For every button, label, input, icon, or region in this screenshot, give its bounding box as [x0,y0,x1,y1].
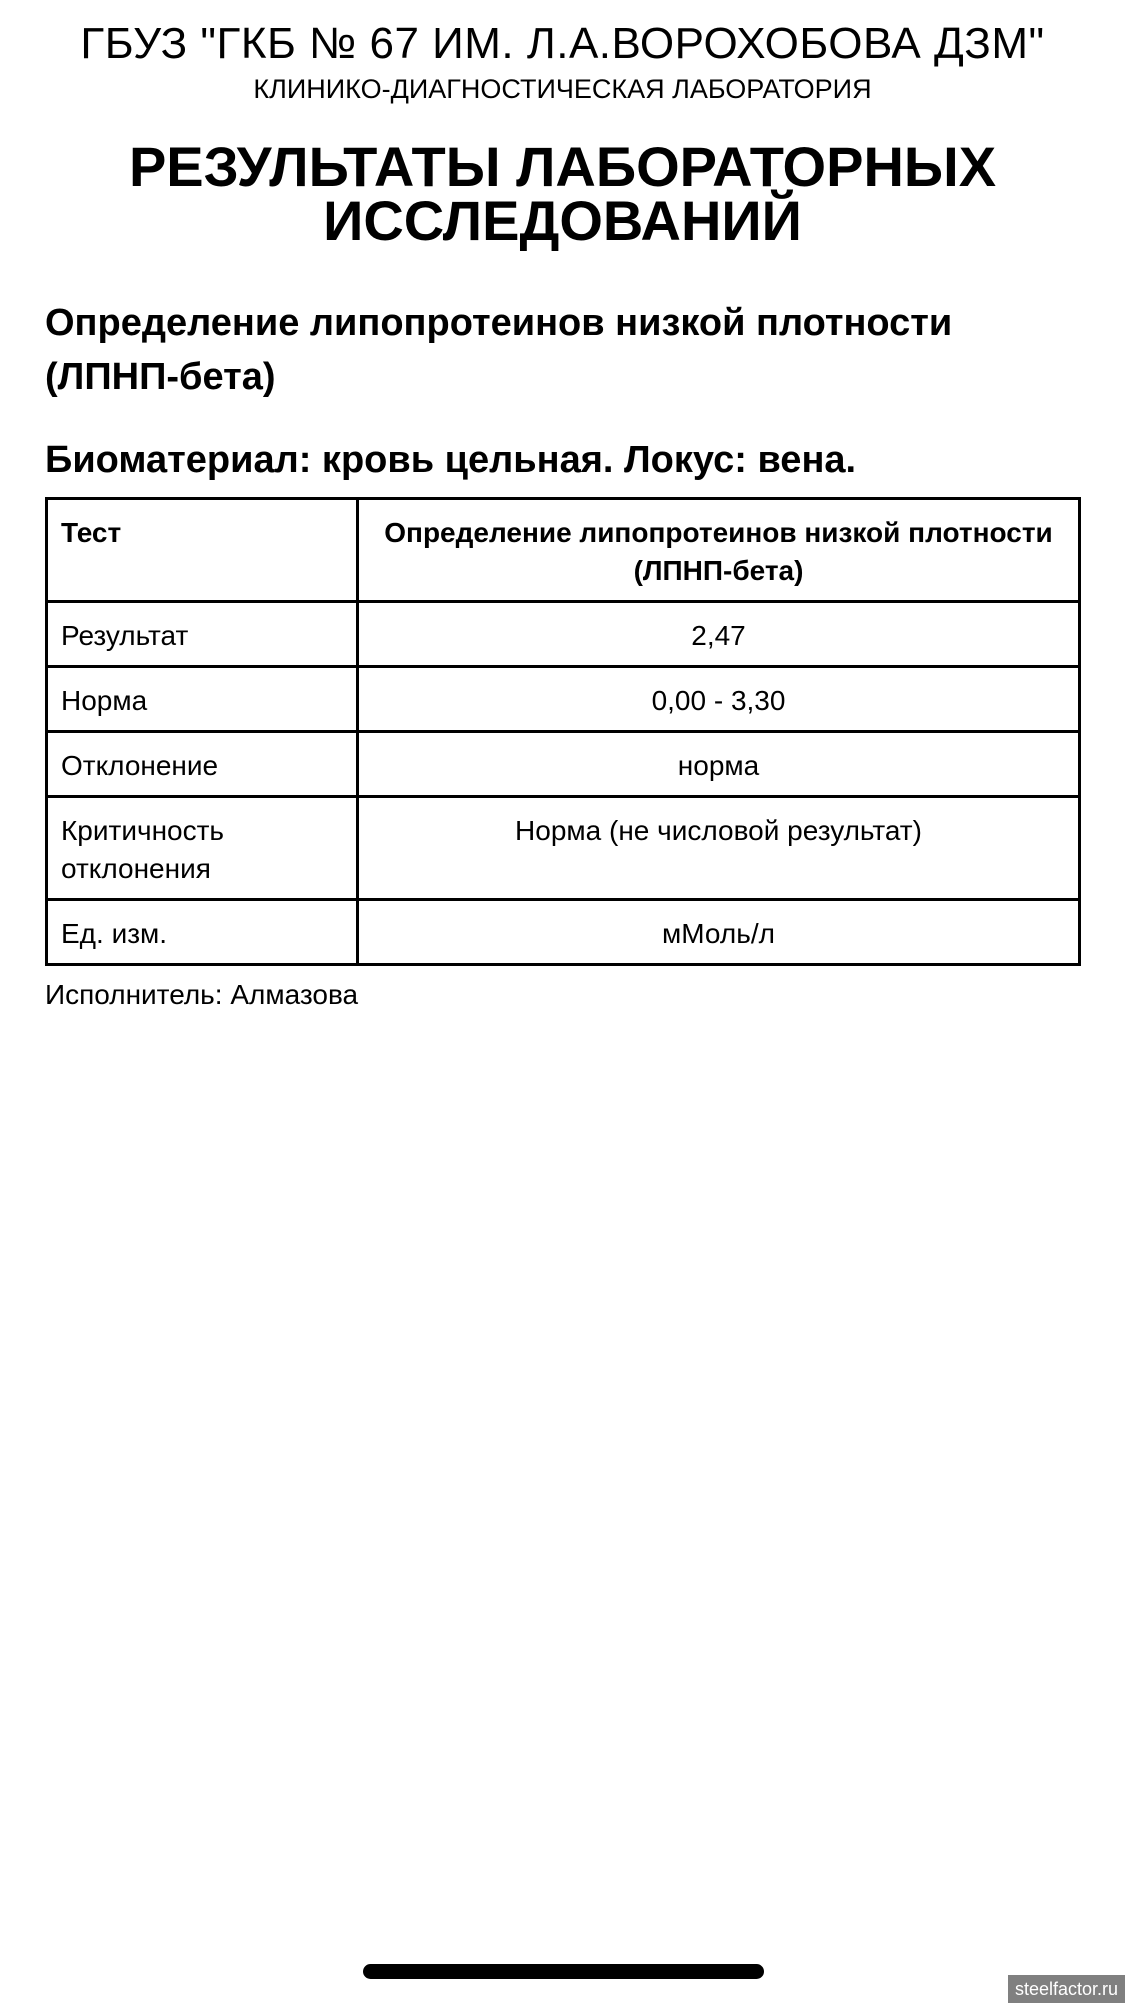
row-label-norm: Норма [47,667,358,732]
biomaterial-line: Биоматериал: кровь цельная. Локус: вена. [45,439,857,481]
test-heading: Определение липопротеинов низкой плотности (ЛПНП-бета) [45,302,953,398]
row-value-norm: 0,00 - 3,30 [358,667,1080,732]
document-title: РЕЗУЛЬТАТЫ ЛАБОРАТОРНЫХ ИССЛЕДОВАНИЙ [128,135,997,252]
row-value-units: мМоль/л [358,900,1080,965]
table-header-value: Определение липопротеинов низкой плотности (ЛПНП-бета) [358,499,1080,602]
performer-line: Исполнитель: Алмазова [45,979,359,1010]
row-label-units: Ед. изм. [47,900,358,965]
table-row [47,667,1080,732]
watermark: steelfactor.ru [1008,1975,1125,2003]
organization-name: ГБУЗ "ГКБ № 67 ИМ. Л.А.ВОРОХОБОВА ДЗМ" [80,19,1045,68]
department-name: КЛИНИКО-ДИАГНОСТИЧЕСКАЯ ЛАБОРАТОРИЯ [253,74,872,104]
row-value-criticality: Норма (не числовой результат) [358,797,1080,900]
table-row [47,900,1080,965]
results-table [45,497,1081,966]
table-row [47,797,1080,900]
row-value-result: 2,47 [358,602,1080,667]
row-label-result: Результат [47,602,358,667]
table-row [47,732,1080,797]
row-value-deviation: норма [358,732,1080,797]
row-label-criticality: Критичность отклонения [47,797,358,900]
home-indicator[interactable] [363,1964,764,1979]
row-label-deviation: Отклонение [47,732,358,797]
table-row [47,602,1080,667]
table-header-row [47,499,1080,602]
table-header-label: Тест [47,499,358,602]
